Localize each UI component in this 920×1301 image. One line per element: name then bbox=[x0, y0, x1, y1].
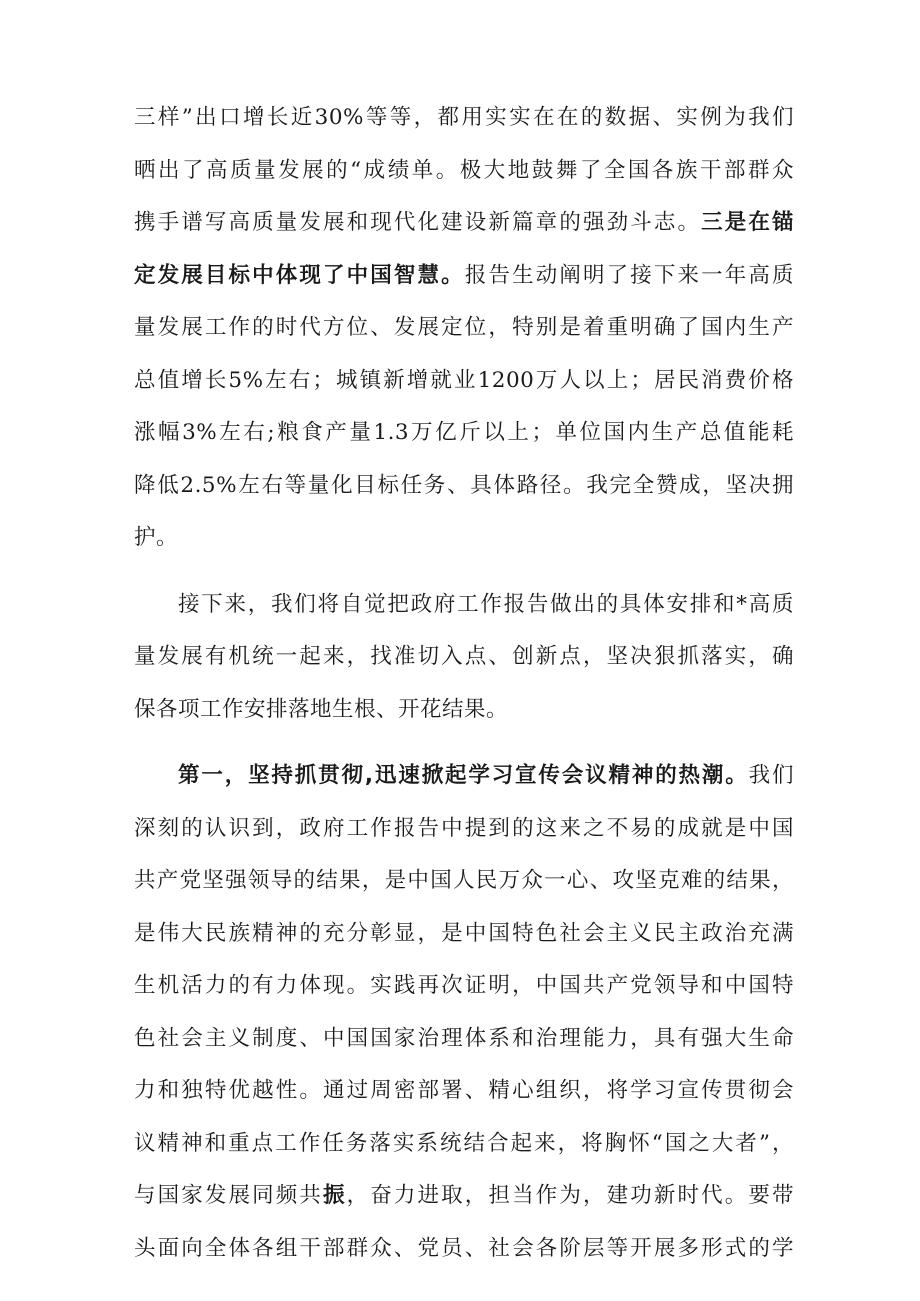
text-line bbox=[134, 355, 794, 408]
text-line bbox=[134, 302, 794, 355]
text-line bbox=[134, 803, 794, 856]
text-line bbox=[134, 631, 794, 684]
text-line bbox=[134, 684, 794, 737]
text-run: 是伟大民族精神的充分彰显，是中国特色社会主义民主政治充满 bbox=[134, 920, 794, 946]
text-line bbox=[134, 512, 794, 565]
text-line bbox=[134, 1170, 794, 1223]
text-line bbox=[134, 855, 794, 908]
text-run: 头面向全体各组干部群众、党员、社会各阶层等开展多形式的学 bbox=[134, 1235, 794, 1261]
text-run: 深刻的认识到，政府工作报告中提到的这来之不易的成就是中国 bbox=[134, 815, 794, 841]
text-line bbox=[134, 1065, 794, 1118]
bold-text-run: 定发展目标中体现了中国智慧。 bbox=[134, 262, 465, 288]
text-run: ，奋力进取，担当作为，建功新时代。要带 bbox=[346, 1183, 794, 1208]
text-line bbox=[134, 908, 794, 961]
text-run: 降低2.5%左右等量化目标任务、具体路径。我完全赞成，坚决拥 bbox=[134, 472, 794, 498]
text-line bbox=[134, 579, 794, 632]
text-run: 议精神和重点工作任务落实系统结合起来，将胸怀“国之大者”， bbox=[134, 1130, 794, 1156]
text-run: 总值增长5%左右；城镇新增就业1200万人以上；居民消费价格 bbox=[134, 367, 794, 393]
text-line bbox=[134, 92, 794, 145]
paragraph-2 bbox=[134, 579, 794, 737]
paragraph-gap bbox=[134, 736, 794, 750]
text-run: 力和独特优越性。通过周密部署、精心组织，将学习宣传贯彻会 bbox=[134, 1078, 794, 1103]
text-run: 晒出了高质量发展的“成绩单。极大地鼓舞了全国各族干部群众 bbox=[134, 157, 794, 183]
text-line bbox=[134, 145, 794, 198]
text-line bbox=[134, 197, 794, 250]
text-run: 量发展工作的时代方位、发展定位，特别是着重明确了国内生产 bbox=[134, 315, 794, 340]
text-run: 报告生动阐明了接下来一年高质 bbox=[464, 262, 794, 288]
text-line bbox=[134, 407, 794, 460]
text-line bbox=[134, 1223, 794, 1276]
text-line bbox=[134, 250, 794, 303]
text-run: 接下来，我们将自觉把政府工作报告做出的具体安排和*高质 bbox=[178, 591, 794, 617]
text-run: 生机活力的有力体现。实践再次证明，中国共产党领导和中国特 bbox=[134, 973, 794, 998]
bold-text-run: 三是在锚 bbox=[701, 210, 794, 235]
text-run: 保各项工作安排落地生根、开花结果。 bbox=[134, 696, 509, 722]
text-line bbox=[134, 1118, 794, 1171]
text-run: 涨幅3%左右;粮食产量1.3万亿斤以上；单位国内生产总值能耗 bbox=[134, 420, 794, 445]
text-run: 三样”出口增长近30%等等，都用实实在在的数据、实例为我们 bbox=[134, 105, 794, 130]
bold-text-run: 振 bbox=[323, 1183, 347, 1208]
text-run: 色社会主义制度、中国国家治理体系和治理能力，具有强大生命 bbox=[134, 1025, 794, 1051]
text-run: 携手谱写高质量发展和现代化建设新篇章的强劲斗志。 bbox=[134, 210, 702, 235]
paragraph-1 bbox=[134, 92, 794, 565]
bold-text-run: 第一，坚持抓贯彻,迅速掀起学习宣传会议精神的热潮。 bbox=[178, 763, 749, 788]
document-page bbox=[134, 92, 794, 1275]
text-line bbox=[134, 460, 794, 513]
text-line bbox=[134, 1013, 794, 1066]
text-line bbox=[134, 960, 794, 1013]
text-run: 共产党坚强领导的结果，是中国人民万众一心、攻坚克难的结果， bbox=[134, 868, 794, 893]
text-run: 与国家发展同频共 bbox=[134, 1183, 324, 1208]
text-run: 量发展有机统一起来，找准切入点、创新点，坚决狠抓落实，确 bbox=[134, 644, 794, 669]
text-run: 护。 bbox=[134, 525, 179, 550]
paragraph-gap bbox=[134, 565, 794, 579]
text-line bbox=[134, 750, 794, 803]
text-run: 我们 bbox=[748, 763, 794, 788]
paragraph-3 bbox=[134, 750, 794, 1275]
